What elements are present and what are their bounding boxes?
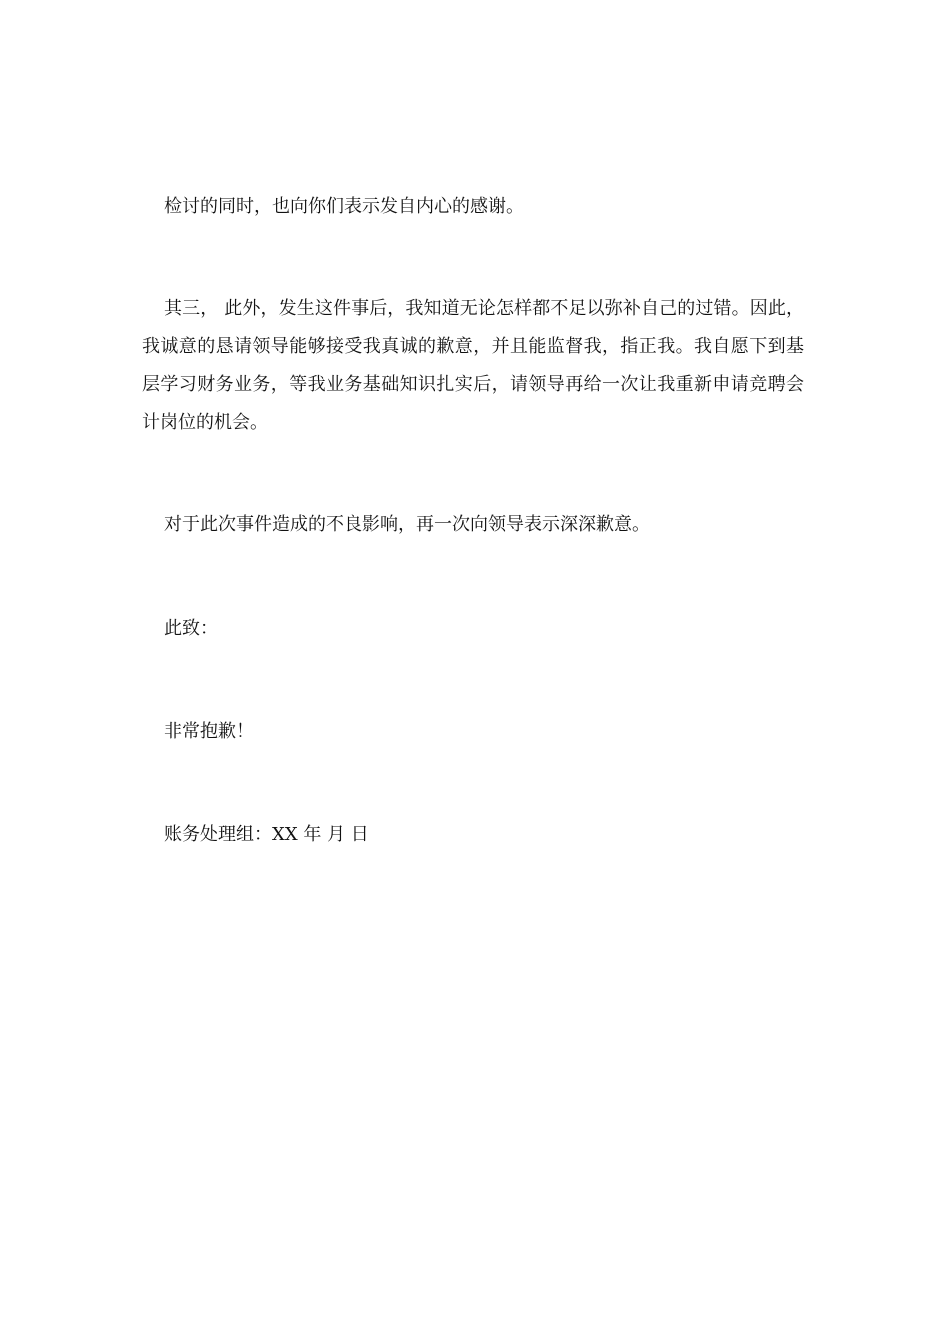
closing-remark: 非常抱歉！ — [164, 721, 254, 742]
signature-date-line: 账务处理组：XX 年 月 日 — [164, 824, 369, 845]
closing-salutation: 此致： — [164, 618, 218, 639]
paragraph-apology: 对于此次事件造成的不良影响，再一次向领导表示深深歉意。 — [164, 514, 650, 535]
paragraph-gratitude: 检讨的同时，也向你们表示发自内心的感谢。 — [164, 196, 524, 217]
paragraph-third-point: 其三， 此外，发生这件事后，我知道无论怎样都不足以弥补自己的过错。因此，我诚意的恳请领导能够接受我真诚的歉意，并且能监督我，指正我。我自愿下到基层学习财务业务，等我业务基础知识扎实后，请领导再给一次让我重新申请竞聘会计岗位的机会。 — [142, 298, 804, 433]
